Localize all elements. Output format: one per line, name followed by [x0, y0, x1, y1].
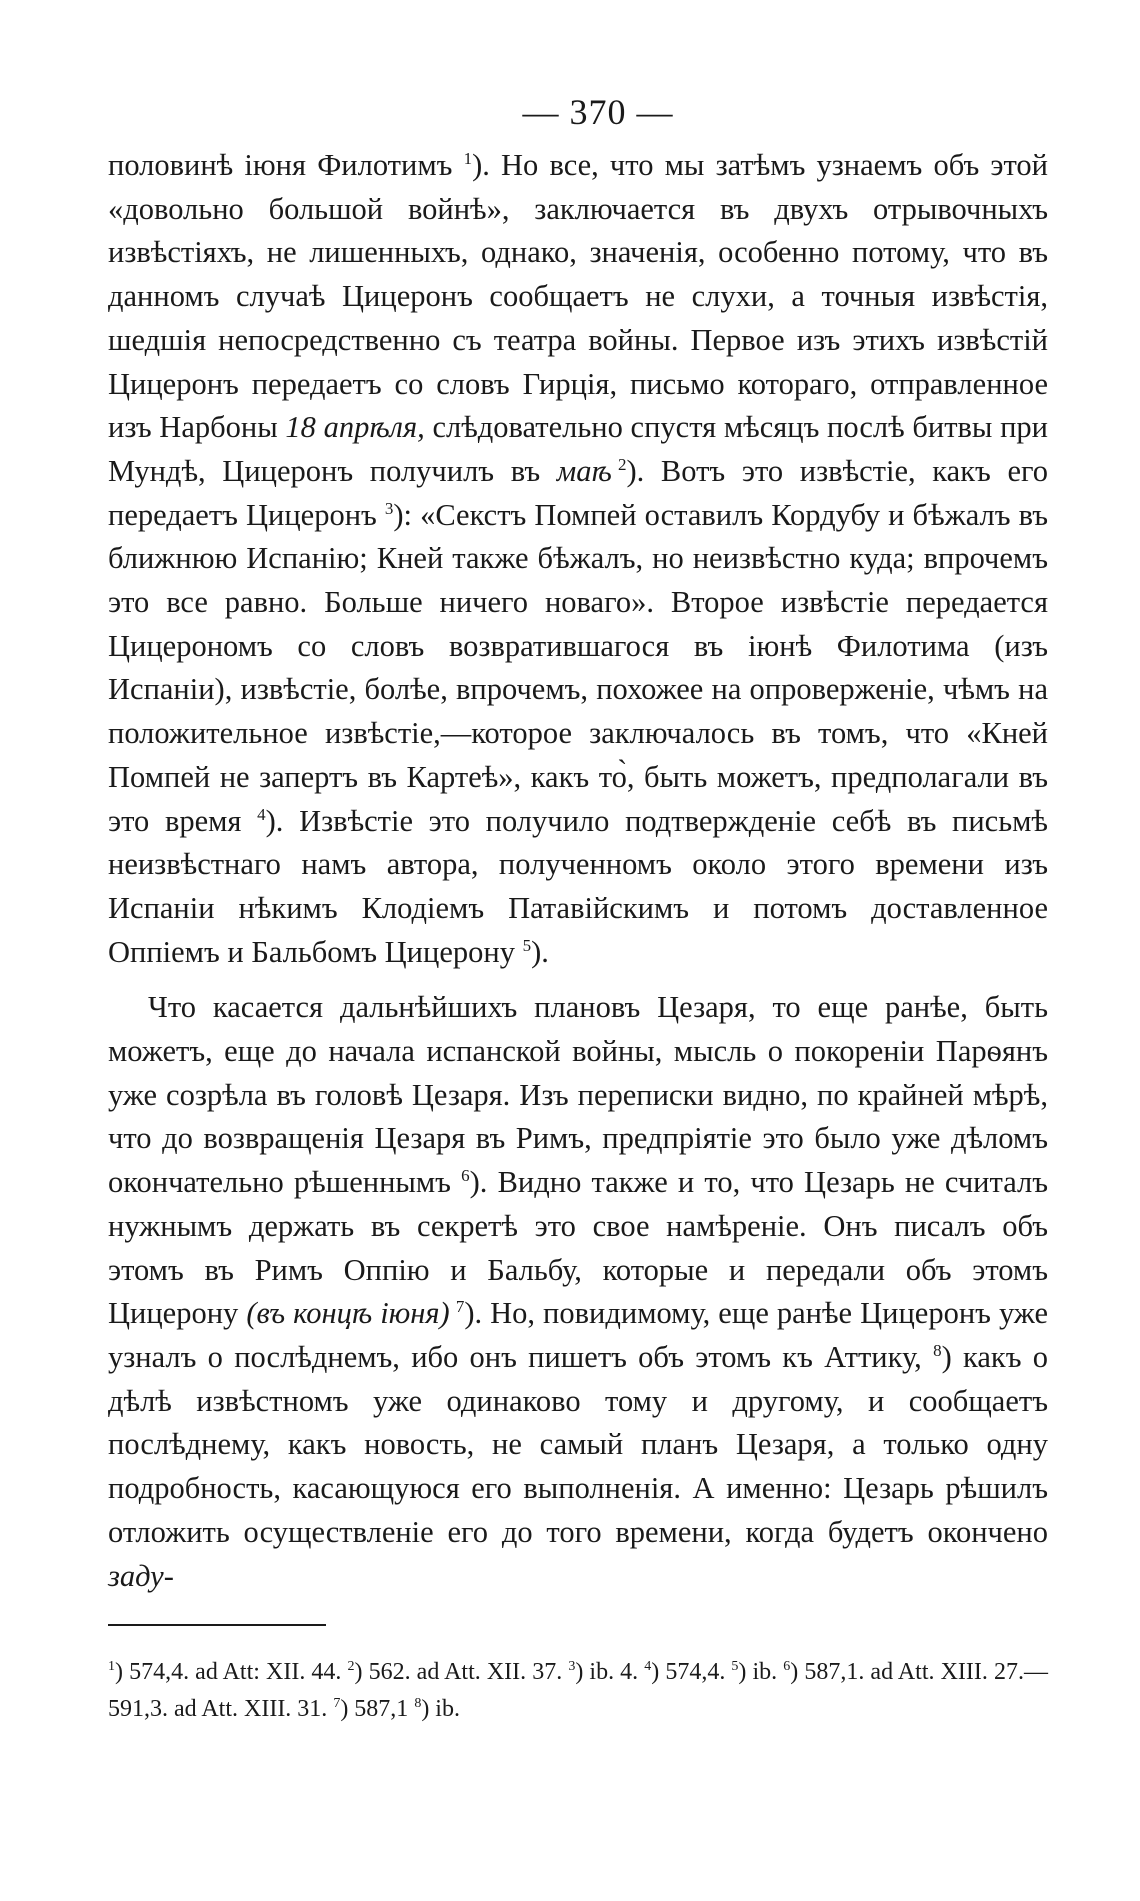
- footnote-mark: 8: [414, 1696, 422, 1712]
- footnote-text: ) ib.: [738, 1659, 784, 1686]
- footnote-mark: 3: [568, 1659, 576, 1675]
- footnote-text: ) 574,4.: [651, 1659, 732, 1686]
- text-segment: ): «Секстъ Помпей оставилъ Кордубу и бѣжалъ въ ближнюю Испанію; Кней также бѣжалъ, но неизвѣстно куда; впрочемъ это все равно. Больше ничего новаго». Второе извѣстіе передается Цицерономъ со словъ возвратившагося въ іюнѣ Филотима (изъ Испаніи), извѣстіе, болѣе, впрочемъ, похожее на опроверженіе, чѣмъ на положительное извѣстіе,—которое заключалось въ томъ, что «Кней Помпей не запертъ въ Картеѣ», какъ то̀, быть можетъ, предполагали въ это время: [108, 497, 1048, 838]
- book-page: [108, 92, 1048, 1728]
- footnote-text: ) 587,1. ad Att. XIII. 27.—591,3. ad Att. XIII. 31.: [108, 1659, 1048, 1723]
- text-segment: половинѣ іюня Филотимъ: [108, 148, 464, 182]
- text-segment: ). Но, повидимому, еще ранѣе Цицеронъ уже узналъ о послѣднемъ, ибо онъ пишетъ объ этомъ къ Аттику,: [108, 1296, 1049, 1374]
- italic-phrase: (въ концѣ іюня): [246, 1296, 450, 1331]
- footnote-mark: 6: [783, 1659, 791, 1675]
- footnote-divider: [108, 1624, 326, 1626]
- italic-date: 18 апрѣля,: [285, 410, 425, 445]
- footnote-mark: 1: [108, 1659, 115, 1675]
- footnote-ref: 4: [257, 804, 266, 824]
- text-segment: ) какъ о дѣлѣ извѣстномъ уже одинаково тому и другому, и сообщаетъ послѣднему, какъ новость, не самый планъ Цезаря, а только одну подробность, касающуюся его выполненія. А именно: Цезарь рѣшилъ отложить осуществленіе его до того времени, когда будетъ окончено: [108, 1339, 1048, 1549]
- footnote-text: ) 587,1: [340, 1696, 415, 1723]
- footnote-mark: 7: [333, 1696, 341, 1712]
- text-segment: ). Но все, что мы затѣмъ узнаемъ объ этой «довольно большой войнѣ», заключается въ двухъ отрывочныхъ извѣстіяхъ, не лишенныхъ, однако, значенія, особенно потому, что въ данномъ случаѣ Цицеронъ сообщаетъ не слухи, а точныя извѣстія, шедшія непосредственно съ театра войны. Первое изъ этихъ извѣстій Цицеронъ передаетъ со словъ Гирція, письмо котораго, отправленное изъ Нарбоны: [108, 148, 1048, 445]
- footnote-mark: 2: [347, 1659, 355, 1675]
- footnote-ref: 6: [461, 1166, 470, 1186]
- footnote-mark: 5: [731, 1659, 739, 1675]
- footnote-text: ) ib. 4.: [575, 1659, 645, 1686]
- footnote-ref: 8: [933, 1340, 942, 1360]
- footnote-ref: 1: [463, 148, 473, 168]
- italic-hyphenated-word: заду-: [108, 1558, 174, 1593]
- page-number: — 370 —: [522, 92, 674, 132]
- footnote-ref: 3: [384, 498, 394, 518]
- footnote-ref: 2: [617, 454, 627, 474]
- text-segment: ). Извѣстіе это получило подтвержденіе себѣ въ письмѣ неизвѣстнаго намъ автора, полученномъ около этого времени изъ Испаніи нѣкимъ Клодіемъ Патавійскимъ и потомъ доставленное Оппіемъ и Бальбомъ Цицерону: [108, 803, 1048, 969]
- footnote-text: ) ib.: [421, 1696, 460, 1723]
- footnote-ref: 5: [522, 935, 532, 955]
- text-segment: слѣдовательно спустя мѣсяцъ послѣ битвы при Мундѣ, Цицеронъ получилъ въ: [108, 410, 1048, 488]
- text-segment: Что касается дальнѣйшихъ плановъ Цезаря, то еще ранѣе, быть можетъ, еще до начала испанской войны, мысль о покореніи Парѳянъ уже созрѣла въ головѣ Цезаря. Изъ переписки видно, по крайней мѣрѣ, что до возвращенія Цезаря въ Римъ, предпріятіе это было уже дѣломъ окончательно рѣшеннымъ: [108, 990, 1048, 1200]
- text-segment: ). Вотъ это извѣстіе, какъ его передаетъ Цицеронъ: [108, 453, 1048, 532]
- text-segment: ).: [531, 934, 549, 969]
- footnote-text: ) 574,4. ad Att: XII. 44.: [115, 1659, 348, 1686]
- text-segment: ). Видно также и то, что Цезарь не считалъ нужнымъ держать въ секретѣ это свое намѣреніе. Онъ писалъ объ этомъ въ Римъ Оппію и Бальбу, которые и передали объ этомъ Цицерону: [108, 1165, 1048, 1331]
- footnote-ref: 7: [455, 1297, 465, 1317]
- footnote-text: ) 562. ad Att. XII. 37.: [354, 1659, 569, 1686]
- paragraph-2: [108, 986, 1048, 1598]
- footnote-mark: 4: [644, 1659, 652, 1675]
- italic-month: маѣ: [556, 453, 612, 488]
- footnotes: [108, 1654, 1048, 1728]
- paragraph-1: [108, 144, 1048, 974]
